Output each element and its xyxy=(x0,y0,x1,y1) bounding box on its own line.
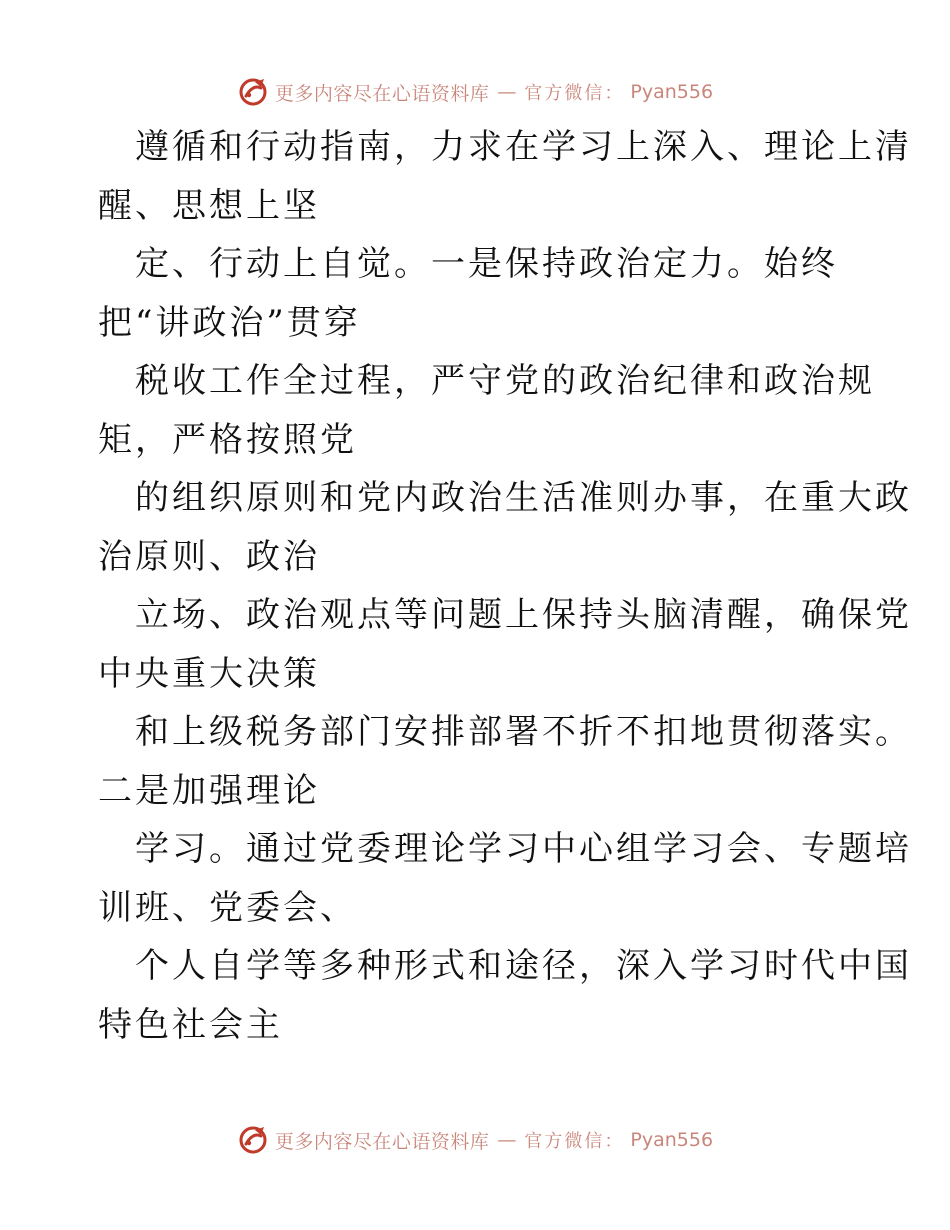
text-line: 税收工作全过程，严守党的政治纪律和政治规 xyxy=(135,361,875,401)
text-line: 二是加强理论 xyxy=(98,770,320,811)
text-line: 治原则、政治 xyxy=(98,536,320,577)
watermark-site-text: 更多内容尽在心语资料库 xyxy=(274,1130,490,1153)
watermark-wechat-id: Pyan556 xyxy=(630,1129,714,1151)
brand-logo-icon xyxy=(237,76,269,108)
text-line: 矩，严格按照党 xyxy=(98,419,357,460)
text-line: 中央重大决策 xyxy=(98,653,320,694)
brand-logo-icon xyxy=(237,1124,269,1156)
watermark-site-text: 更多内容尽在心语资料库 xyxy=(274,82,490,105)
watermark-dash: — xyxy=(497,1129,517,1151)
text-line: 把“讲政治”贯穿 xyxy=(98,302,361,343)
text-line: 定、行动上自觉。一是保持政治定力。始终 xyxy=(135,244,838,284)
text-line: 学习。通过党委理论学习中心组学习会、专题培 xyxy=(135,829,912,869)
text-line: 特色社会主 xyxy=(98,1004,283,1045)
text-line: 醒、思想上坚 xyxy=(98,185,320,226)
watermark-header xyxy=(0,72,950,112)
text-line: 训班、党委会、 xyxy=(98,887,357,928)
text-line: 和上级税务部门安排部署不折不扣地贯彻落实。 xyxy=(135,712,912,752)
text-line: 个人自学等多种形式和途径，深入学习时代中国 xyxy=(135,946,912,986)
text-line: 的组织原则和党内政治生活准则办事，在重大政 xyxy=(135,478,912,518)
watermark-wechat-id: Pyan556 xyxy=(630,81,714,103)
document-body xyxy=(98,118,912,1054)
watermark-official-label: 官方微信： xyxy=(524,1131,625,1152)
text-line: 遵循和行动指南，力求在学习上深入、理论上清 xyxy=(135,127,912,167)
watermark-dash: — xyxy=(497,81,517,103)
watermark-footer xyxy=(0,1120,950,1160)
watermark-official-label: 官方微信： xyxy=(524,83,625,104)
text-line: 立场、政治观点等问题上保持头脑清醒，确保党 xyxy=(135,595,912,635)
